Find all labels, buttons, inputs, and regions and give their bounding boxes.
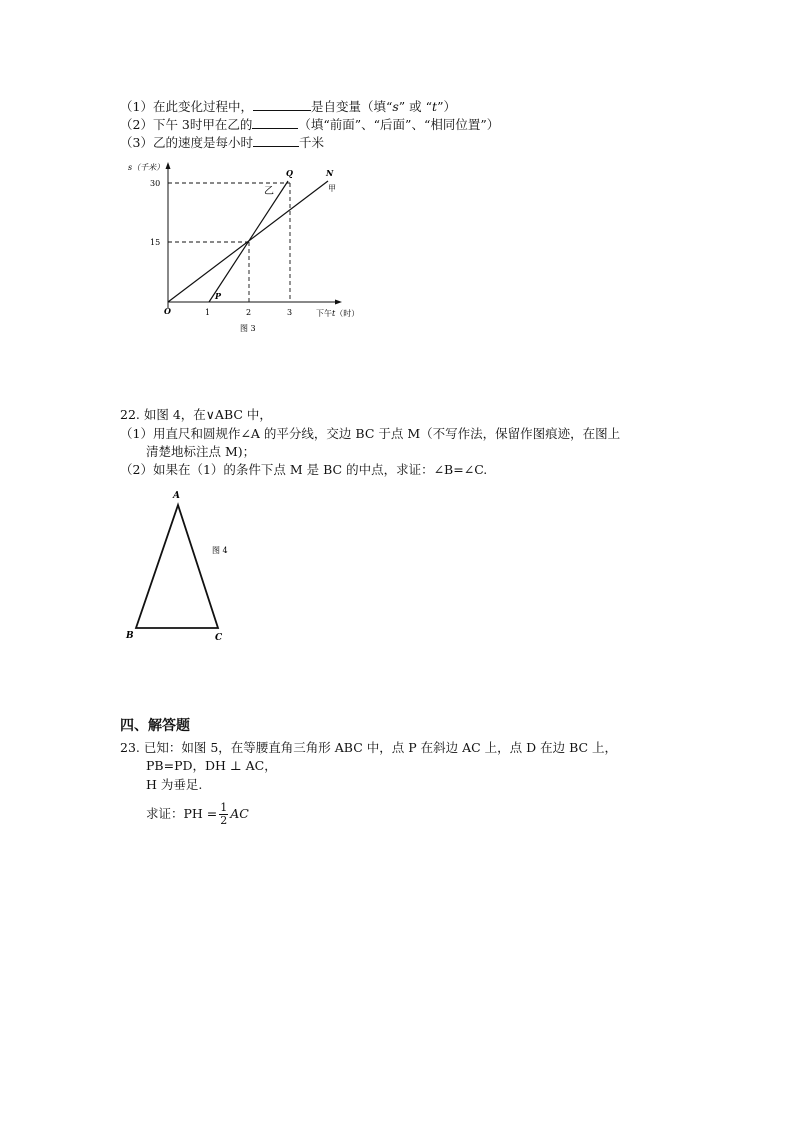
line-yi-label: 乙 [264, 186, 274, 197]
vertex-a-label: A [173, 491, 180, 501]
q22-part2: （2）如果在（1）的条件下点 M 是 BC 的中点，求证：∠B=∠C. [120, 462, 488, 477]
point-p-label: P [215, 291, 222, 301]
q21-part2 [120, 116, 499, 133]
x-axis-label-var: t [332, 309, 336, 318]
figure-4-triangle [120, 485, 260, 645]
q21-part1 [120, 98, 456, 115]
q23-fraction-denominator: 2 [220, 814, 228, 827]
q23-line1: 23. 已知：如图 5，在等腰直角三角形 ABC 中，点 P 在斜边 AC 上，点 D 在边 BC 上， [120, 740, 618, 755]
line-yi [209, 181, 288, 302]
q21-part1-s: s [392, 99, 399, 114]
q22-part1-line1: （1）用直尺和圆规作∠A 的平分线，交边 BC 于点 M（不写作法，保留作图痕迹，在图上 [120, 426, 621, 441]
vertex-b-label: B [126, 631, 134, 641]
q21-part1-t: t [432, 99, 438, 114]
q21-blank-3[interactable] [253, 134, 299, 147]
q22-stem: 22. 如图 4，在∨ABC 中， [120, 407, 272, 422]
y-tick-30: 30 [150, 179, 161, 188]
q21-part2-pre: （2）下午 3时甲在乙的 [120, 117, 253, 132]
q23-line2: PB=PD，DH ⊥ AC， [146, 758, 277, 773]
figure-4-caption: 图 4 [212, 546, 228, 555]
y-axis-label: s（千米） [128, 163, 165, 172]
x-axis-arrow [335, 300, 342, 305]
vertex-c-label: C [215, 633, 223, 643]
q21-blank-1[interactable] [253, 98, 311, 111]
x-tick-1: 1 [205, 308, 211, 317]
origin-label: O [164, 306, 171, 316]
q21-part1-end: ”） [437, 99, 456, 114]
q21-part3-pre: （3）乙的速度是每小时 [120, 135, 253, 150]
y-axis-arrow [166, 162, 171, 169]
section-4-heading: 四、解答题 [120, 718, 190, 734]
y-tick-15: 15 [150, 238, 161, 247]
point-n-label: N [326, 168, 334, 178]
q21-part3-post: 千米 [298, 135, 324, 150]
line-jia-label: 甲 [328, 184, 336, 193]
x-tick-2: 2 [246, 308, 252, 317]
q21-part2-post: （填“前面”、“后面”、“相同位置”） [298, 117, 500, 132]
q23-fraction-numerator: 1 [220, 801, 228, 814]
q23-line3: H 为垂足. [146, 777, 203, 792]
figure-3-graph [120, 158, 380, 343]
q21-blank-2[interactable] [252, 116, 298, 129]
q23-prove [146, 796, 249, 832]
figure-3-caption: 图 3 [240, 324, 256, 333]
q21-part1-post: 是自变量（填“ [310, 99, 393, 114]
point-q-label: Q [286, 168, 293, 178]
x-axis-label-unit: （时） [335, 309, 360, 318]
x-axis-label [316, 308, 359, 318]
q23-prove-pre: 求证：PH = [146, 806, 218, 821]
q23-prove-post: AC [230, 806, 249, 821]
x-tick-3: 3 [287, 308, 293, 317]
q22-part1-line2: 清楚地标注点 M)； [146, 444, 256, 459]
x-axis-label-pre: 下午 [316, 309, 332, 318]
q21-part1-mid: ” 或 “ [398, 99, 433, 114]
q21-part3 [120, 134, 324, 151]
q21-part1-pre: （1）在此变化过程中， [120, 99, 253, 114]
triangle-abc [136, 505, 218, 628]
q23-fraction [219, 802, 228, 827]
